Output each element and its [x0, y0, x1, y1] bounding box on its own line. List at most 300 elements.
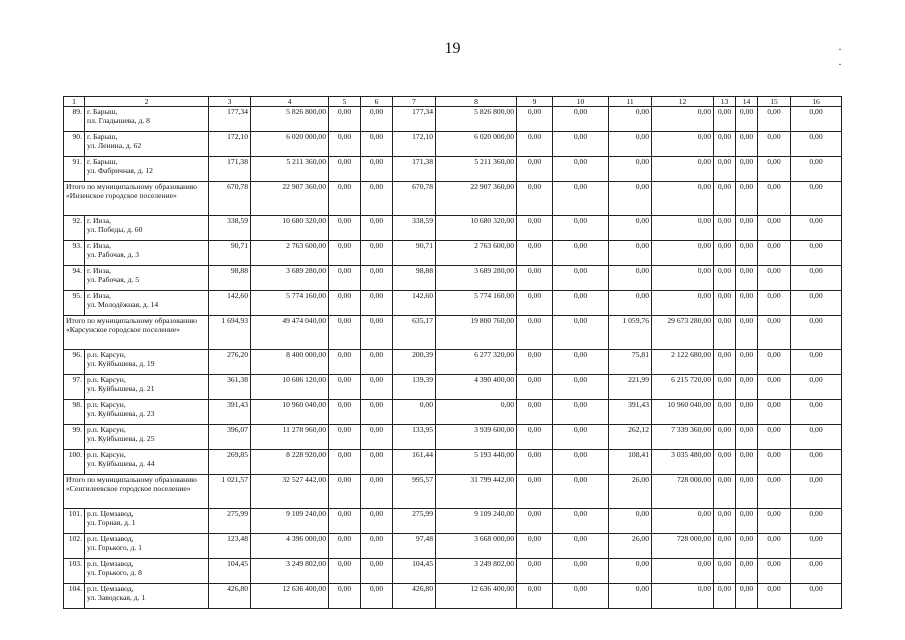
table-row [64, 400, 842, 425]
value-cell: 0,00 [652, 266, 714, 291]
value-cell: 0,00 [361, 509, 393, 534]
address-line: ул. Горького, д. 1 [87, 542, 142, 552]
value-cell: 0,00 [736, 425, 758, 450]
value-cell: 0,00 [791, 584, 842, 609]
total-label: Итого по муниципальному образованию «Инзенское городское поселение» [64, 182, 209, 216]
value-cell: 0,00 [652, 107, 714, 132]
value-cell: 0,00 [517, 450, 553, 475]
value-cell: 0,00 [791, 316, 842, 350]
value-cell: 12 636 400,00 [436, 584, 517, 609]
value-cell: 0,00 [517, 266, 553, 291]
address-line: р.п. Карсун, [87, 450, 126, 459]
address-line: г. Барыш, [87, 107, 118, 116]
value-cell: 0,00 [736, 509, 758, 534]
row-number: 94. [64, 266, 85, 291]
value-cell: 0,00 [329, 400, 361, 425]
value-cell: 0,00 [758, 475, 791, 509]
table-row [64, 584, 842, 609]
address-line: ул. Куйбышева, д. 25 [87, 433, 155, 443]
value-cell: 391,43 [609, 400, 652, 425]
table-row [64, 534, 842, 559]
value-cell: 0,00 [791, 400, 842, 425]
value-cell: 0,00 [736, 400, 758, 425]
value-cell: 123,48 [209, 534, 251, 559]
address-cell [85, 559, 209, 584]
value-cell: 0,00 [714, 107, 736, 132]
value-cell: 0,00 [517, 475, 553, 509]
value-cell: 0,00 [736, 534, 758, 559]
column-header: 12 [652, 97, 714, 107]
value-cell: 104,45 [393, 559, 436, 584]
value-cell: 0,00 [553, 534, 609, 559]
value-cell: 142,60 [209, 291, 251, 316]
row-number: 99. [64, 425, 85, 450]
value-cell: 728 000,00 [652, 475, 714, 509]
address-line: р.п. Карсун, [87, 375, 126, 384]
value-cell: 104,45 [209, 559, 251, 584]
value-cell: 0,00 [361, 316, 393, 350]
value-cell: 0,00 [553, 216, 609, 241]
value-cell: 0,00 [517, 241, 553, 266]
value-cell: 0,00 [791, 425, 842, 450]
value-cell: 0,00 [393, 400, 436, 425]
total-row [64, 316, 842, 350]
value-cell: 0,00 [329, 316, 361, 350]
value-cell: 338,59 [209, 216, 251, 241]
value-cell: 0,00 [329, 375, 361, 400]
value-cell: 0,00 [714, 375, 736, 400]
value-cell: 0,00 [553, 350, 609, 375]
value-cell: 0,00 [791, 350, 842, 375]
value-cell: 0,00 [361, 157, 393, 182]
data-table [63, 96, 842, 609]
value-cell: 0,00 [736, 350, 758, 375]
value-cell: 0,00 [517, 375, 553, 400]
value-cell: 0,00 [361, 107, 393, 132]
address-cell [85, 216, 209, 241]
value-cell: 0,00 [553, 157, 609, 182]
value-cell: 0,00 [609, 157, 652, 182]
value-cell: 0,00 [517, 534, 553, 559]
row-number: 101. [64, 509, 85, 534]
value-cell: 12 636 400,00 [251, 584, 329, 609]
value-cell: 0,00 [714, 534, 736, 559]
value-cell: 6 020 000,00 [436, 132, 517, 157]
address-line: г. Барыш, [87, 132, 118, 141]
value-cell: 0,00 [361, 375, 393, 400]
value-cell: 0,00 [517, 107, 553, 132]
address-line: г. Барыш, [87, 157, 118, 166]
value-cell: 0,00 [652, 157, 714, 182]
address-line: пл. Гладышева, д. 8 [87, 115, 150, 125]
value-cell: 22 907 360,00 [251, 182, 329, 216]
value-cell: 2 763 600,00 [436, 241, 517, 266]
table-row [64, 107, 842, 132]
address-cell [85, 107, 209, 132]
value-cell: 0,00 [791, 157, 842, 182]
value-cell: 2 763 600,00 [251, 241, 329, 266]
value-cell: 2 122 680,00 [652, 350, 714, 375]
value-cell: 0,00 [758, 132, 791, 157]
value-cell: 3 689 280,00 [251, 266, 329, 291]
address-line: р.п. Цемзавод, [87, 509, 134, 518]
address-cell [85, 534, 209, 559]
row-number: 102. [64, 534, 85, 559]
value-cell: 0,00 [329, 425, 361, 450]
address-cell [85, 375, 209, 400]
value-cell: 0,00 [714, 266, 736, 291]
value-cell: 0,00 [652, 182, 714, 216]
address-cell [85, 400, 209, 425]
row-number: 91. [64, 157, 85, 182]
value-cell: 0,00 [714, 182, 736, 216]
value-cell: 139,39 [393, 375, 436, 400]
value-cell: 108,41 [609, 450, 652, 475]
value-cell: 0,00 [714, 425, 736, 450]
value-cell: 0,00 [758, 316, 791, 350]
value-cell: 0,00 [517, 291, 553, 316]
value-cell: 276,20 [209, 350, 251, 375]
address-line: г. Инза, [87, 266, 111, 275]
address-line: ул. Рабочая, д. 5 [87, 274, 140, 284]
value-cell: 0,00 [553, 559, 609, 584]
value-cell: 0,00 [553, 475, 609, 509]
row-number: 103. [64, 559, 85, 584]
value-cell: 0,00 [361, 425, 393, 450]
value-cell: 98,88 [393, 266, 436, 291]
value-cell: 10 960 040,00 [251, 400, 329, 425]
value-cell: 0,00 [517, 584, 553, 609]
value-cell: 8 228 920,00 [251, 450, 329, 475]
value-cell: 0,00 [736, 182, 758, 216]
value-cell: 0,00 [329, 107, 361, 132]
value-cell: 0,00 [553, 291, 609, 316]
value-cell: 0,00 [758, 107, 791, 132]
row-number: 100. [64, 450, 85, 475]
value-cell: 90,71 [209, 241, 251, 266]
value-cell: 6 020 000,00 [251, 132, 329, 157]
value-cell: 177,34 [209, 107, 251, 132]
row-number: 93. [64, 241, 85, 266]
value-cell: 0,00 [652, 559, 714, 584]
address-cell [85, 350, 209, 375]
address-line: г. Инза, [87, 291, 111, 300]
table-row [64, 559, 842, 584]
value-cell: 0,00 [517, 559, 553, 584]
value-cell: 0,00 [736, 375, 758, 400]
value-cell: 3 939 600,00 [436, 425, 517, 450]
value-cell: 0,00 [736, 241, 758, 266]
column-header: 13 [714, 97, 736, 107]
corner-marks: · · [838, 42, 870, 71]
value-cell: 221,99 [609, 375, 652, 400]
value-cell: 0,00 [714, 132, 736, 157]
address-cell [85, 450, 209, 475]
value-cell: 1 021,57 [209, 475, 251, 509]
value-cell: 0,00 [652, 132, 714, 157]
value-cell: 5 774 160,00 [436, 291, 517, 316]
value-cell: 10 960 040,00 [652, 400, 714, 425]
value-cell: 26,00 [609, 534, 652, 559]
value-cell: 90,71 [393, 241, 436, 266]
table-row [64, 241, 842, 266]
value-cell: 0,00 [609, 509, 652, 534]
value-cell: 0,00 [329, 291, 361, 316]
value-cell: 3 035 480,00 [652, 450, 714, 475]
value-cell: 0,00 [791, 107, 842, 132]
address-line: р.п. Цемзавод, [87, 584, 134, 593]
value-cell: 0,00 [553, 375, 609, 400]
value-cell: 0,00 [758, 509, 791, 534]
value-cell: 0,00 [361, 216, 393, 241]
row-number: 104. [64, 584, 85, 609]
value-cell: 0,00 [553, 266, 609, 291]
value-cell: 0,00 [736, 559, 758, 584]
value-cell: 4 396 000,00 [251, 534, 329, 559]
value-cell: 0,00 [329, 182, 361, 216]
value-cell: 5 826 800,00 [436, 107, 517, 132]
value-cell: 0,00 [361, 291, 393, 316]
value-cell: 11 278 960,00 [251, 425, 329, 450]
value-cell: 0,00 [517, 216, 553, 241]
value-cell: 0,00 [714, 316, 736, 350]
total-label: Итого по муниципальному образованию «Карсунское городское поселение» [64, 316, 209, 350]
value-cell: 0,00 [609, 216, 652, 241]
value-cell: 269,85 [209, 450, 251, 475]
value-cell: 0,00 [517, 509, 553, 534]
table-row [64, 132, 842, 157]
value-cell: 8 400 000,00 [251, 350, 329, 375]
value-cell: 0,00 [652, 216, 714, 241]
value-cell: 0,00 [652, 509, 714, 534]
column-header: 14 [736, 97, 758, 107]
value-cell: 0,00 [361, 400, 393, 425]
value-cell: 0,00 [758, 534, 791, 559]
value-cell: 0,00 [361, 241, 393, 266]
value-cell: 0,00 [553, 316, 609, 350]
value-cell: 5 774 160,00 [251, 291, 329, 316]
value-cell: 275,99 [393, 509, 436, 534]
total-row [64, 475, 842, 509]
value-cell: 0,00 [609, 584, 652, 609]
table-row [64, 375, 842, 400]
address-line: ул. Куйбышева, д. 44 [87, 458, 155, 468]
column-header: 5 [329, 97, 361, 107]
address-cell [85, 157, 209, 182]
row-number: 98. [64, 400, 85, 425]
address-line: р.п. Цемзавод, [87, 534, 134, 543]
value-cell: 0,00 [758, 375, 791, 400]
value-cell: 0,00 [553, 182, 609, 216]
value-cell: 10 680 320,00 [251, 216, 329, 241]
value-cell: 0,00 [714, 509, 736, 534]
value-cell: 0,00 [791, 182, 842, 216]
value-cell: 31 799 442,00 [436, 475, 517, 509]
value-cell: 426,80 [209, 584, 251, 609]
value-cell: 0,00 [329, 241, 361, 266]
value-cell: 0,00 [553, 425, 609, 450]
value-cell: 0,00 [361, 534, 393, 559]
value-cell: 5 826 800,00 [251, 107, 329, 132]
value-cell: 0,00 [329, 350, 361, 375]
address-line: ул. Фабричная, д. 12 [87, 165, 153, 175]
value-cell: 6 215 720,00 [652, 375, 714, 400]
value-cell: 3 668 000,00 [436, 534, 517, 559]
value-cell: 0,00 [329, 266, 361, 291]
address-line: ул. Горького, д. 8 [87, 567, 142, 577]
value-cell: 0,00 [758, 266, 791, 291]
value-cell: 0,00 [791, 375, 842, 400]
address-line: р.п. Карсун, [87, 400, 126, 409]
value-cell: 361,38 [209, 375, 251, 400]
address-line: ул. Куйбышева, д. 21 [87, 383, 155, 393]
value-cell: 0,00 [361, 584, 393, 609]
value-cell: 0,00 [553, 450, 609, 475]
value-cell: 0,00 [736, 450, 758, 475]
value-cell: 75,81 [609, 350, 652, 375]
value-cell: 97,48 [393, 534, 436, 559]
value-cell: 0,00 [553, 132, 609, 157]
value-cell: 0,00 [714, 216, 736, 241]
value-cell: 0,00 [791, 291, 842, 316]
value-cell: 5 211 360,00 [251, 157, 329, 182]
value-cell: 0,00 [553, 241, 609, 266]
value-cell: 0,00 [758, 157, 791, 182]
address-line: р.п. Карсун, [87, 425, 126, 434]
value-cell: 0,00 [736, 216, 758, 241]
value-cell: 0,00 [758, 400, 791, 425]
value-cell: 0,00 [517, 157, 553, 182]
value-cell: 0,00 [609, 266, 652, 291]
value-cell: 0,00 [329, 157, 361, 182]
value-cell: 338,59 [393, 216, 436, 241]
value-cell: 22 907 360,00 [436, 182, 517, 216]
value-cell: 0,00 [329, 534, 361, 559]
value-cell: 0,00 [714, 475, 736, 509]
address-cell [85, 425, 209, 450]
column-header: 16 [791, 97, 842, 107]
table-row [64, 425, 842, 450]
address-line: г. Инза, [87, 216, 111, 225]
value-cell: 0,00 [361, 475, 393, 509]
value-cell: 177,34 [393, 107, 436, 132]
total-row [64, 182, 842, 216]
value-cell: 0,00 [714, 584, 736, 609]
value-cell: 0,00 [553, 584, 609, 609]
table-row [64, 157, 842, 182]
table-header-row [64, 97, 842, 107]
value-cell: 0,00 [553, 509, 609, 534]
address-cell [85, 132, 209, 157]
value-cell: 0,00 [329, 132, 361, 157]
value-cell: 9 109 240,00 [436, 509, 517, 534]
address-line: ул. Куйбышева, д. 23 [87, 408, 155, 418]
value-cell: 0,00 [736, 316, 758, 350]
column-header: 10 [553, 97, 609, 107]
value-cell: 49 474 040,00 [251, 316, 329, 350]
column-header: 3 [209, 97, 251, 107]
column-header: 8 [436, 97, 517, 107]
value-cell: 0,00 [791, 509, 842, 534]
value-cell: 29 673 280,00 [652, 316, 714, 350]
value-cell: 0,00 [758, 584, 791, 609]
value-cell: 0,00 [714, 291, 736, 316]
value-cell: 670,78 [393, 182, 436, 216]
column-header: 7 [393, 97, 436, 107]
address-cell [85, 584, 209, 609]
value-cell: 161,44 [393, 450, 436, 475]
value-cell: 0,00 [361, 132, 393, 157]
table-row [64, 266, 842, 291]
value-cell: 1 694,93 [209, 316, 251, 350]
column-header: 15 [758, 97, 791, 107]
address-line: р.п. Цемзавод, [87, 559, 134, 568]
value-cell: 0,00 [652, 241, 714, 266]
value-cell: 0,00 [758, 559, 791, 584]
value-cell: 0,00 [329, 475, 361, 509]
value-cell: 0,00 [736, 107, 758, 132]
value-cell: 0,00 [652, 584, 714, 609]
value-cell: 0,00 [329, 216, 361, 241]
value-cell: 0,00 [517, 425, 553, 450]
column-header: 11 [609, 97, 652, 107]
row-number: 92. [64, 216, 85, 241]
value-cell: 0,00 [361, 559, 393, 584]
value-cell: 0,00 [791, 132, 842, 157]
value-cell: 0,00 [361, 266, 393, 291]
value-cell: 0,00 [791, 450, 842, 475]
column-header: 2 [85, 97, 209, 107]
value-cell: 0,00 [329, 584, 361, 609]
value-cell: 995,57 [393, 475, 436, 509]
address-cell [85, 241, 209, 266]
value-cell: 0,00 [553, 107, 609, 132]
value-cell: 0,00 [609, 291, 652, 316]
row-number: 96. [64, 350, 85, 375]
value-cell: 728 000,00 [652, 534, 714, 559]
value-cell: 391,43 [209, 400, 251, 425]
value-cell: 0,00 [329, 559, 361, 584]
address-line: ул. Ленина, д. 62 [87, 140, 142, 150]
address-line: ул. Заводская, д. 1 [87, 592, 146, 602]
address-cell [85, 266, 209, 291]
value-cell: 142,60 [393, 291, 436, 316]
value-cell: 0,00 [791, 475, 842, 509]
value-cell: 1 059,76 [609, 316, 652, 350]
value-cell: 0,00 [736, 584, 758, 609]
value-cell: 426,80 [393, 584, 436, 609]
value-cell: 10 680 320,00 [436, 216, 517, 241]
column-header: 1 [64, 97, 85, 107]
value-cell: 0,00 [517, 182, 553, 216]
value-cell: 0,00 [791, 266, 842, 291]
value-cell: 3 689 280,00 [436, 266, 517, 291]
address-line: р.п. Карсун, [87, 350, 126, 359]
value-cell: 172,10 [393, 132, 436, 157]
value-cell: 0,00 [361, 182, 393, 216]
table-row [64, 291, 842, 316]
address-line: ул. Победы, д. 60 [87, 224, 143, 234]
value-cell: 7 339 360,00 [652, 425, 714, 450]
column-header: 6 [361, 97, 393, 107]
value-cell: 0,00 [758, 425, 791, 450]
value-cell: 19 800 760,00 [436, 316, 517, 350]
value-cell: 0,00 [736, 291, 758, 316]
value-cell: 32 527 442,00 [251, 475, 329, 509]
value-cell: 133,95 [393, 425, 436, 450]
value-cell: 0,00 [517, 132, 553, 157]
address-cell [85, 291, 209, 316]
